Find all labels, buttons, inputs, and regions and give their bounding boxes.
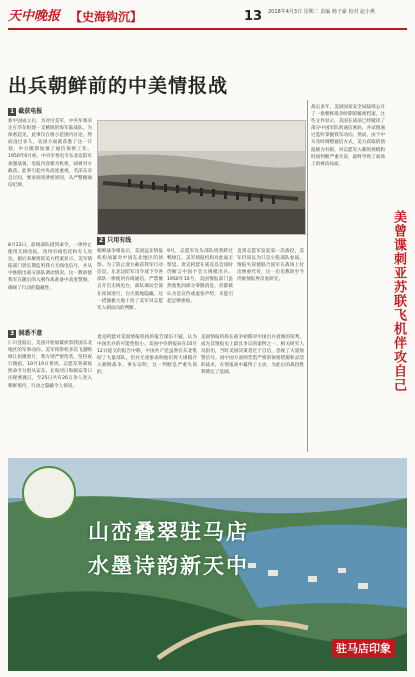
section-2-heading — [97, 237, 131, 245]
article-column-5: 麦克阿瑟对美国情报机构的报告深信不疑，认为中国出兵的可能性很小。美国中央情报局在10月12日提交的报告中称，中国共产党虽然在东北集结了大量部队，但并无迹象表明他们将大规模介入朝鲜战争。事实证明，这一判断是严重失误的。 — [97, 335, 197, 376]
ad-slogan-line-1: 山峦叠翠驻马店 — [88, 519, 249, 544]
article-column-3: 9月，志愿军先头部队悄然跨过鸭绿江，美军情报机构对此毫无察觉。麦克阿瑟在威克岛会谈时仍断言中国不会大规模出兵。1950年10月，美国情报部门虽然收集到部分零散消息，但都被认为是宣传或虚张声势，未能引起足够重视。 — [167, 249, 233, 304]
section-2-number: 2 — [99, 237, 104, 244]
article-column-7: 战后多年，美国国家安全局陆续公开了一批朝鲜战争时期的解密档案。这些文件显示，美国在战前已经破译了部分中国军队的通信密码，并试图通过监听掌握我军动向。然而，由于中方及时调整通信方式，美方获取的情报极为有限，对志愿军入朝的规模和时间判断严重失误，最终导致了战场上的被动局面。 — [311, 105, 385, 167]
page-headline: 出兵朝鲜前的中美情报战 — [8, 75, 229, 97]
article-column-1: 新中国成立后，为对付美军，中央军委决定在华东组建一支精锐的海军陆战队。为保密起见，此事仅在很小范围内讨论。然而没过多久，美国方面就获悉了这一计划，中方随即加强了通信保密工作。1950年6月初，中央军委电令东北边防军加强战备，电报内容极为机密，却被对方截获。此事引起中央高度重视，毛泽东亲自过问，要求彻查泄密原因，从严整顿通信纪律。 — [8, 119, 92, 188]
masthead-rule — [8, 28, 407, 30]
column-divider — [307, 100, 308, 452]
section-1-heading — [8, 108, 42, 116]
section-name: 【史海钩沉】 — [70, 10, 143, 24]
section-3-number: 3 — [10, 330, 15, 337]
article-photo — [97, 120, 306, 235]
article-column-6: 美国情报机构在战争初期对中国出兵意图的误判，成为其情报史上最具争议的案例之一。相关研究人员指出，当时美国决策者过于自信，忽视了大量预警信号。而中国方面则凭借严密的保密措施和灵活的战术，在情报战中赢得了主动，为此后的战役胜利奠定了基础。 — [201, 335, 304, 376]
section-1-number: 1 — [10, 108, 15, 115]
tourism-advertisement — [8, 458, 407, 671]
ad-slogan-line-2: 水墨诗韵新天中 — [88, 553, 249, 578]
sidebar-vertical-title: 美曾谍刺亚苏联飞机伴攻自己 — [391, 210, 406, 392]
page-number: 13 — [244, 9, 263, 24]
section-1-title: 截获电报 — [18, 108, 43, 115]
section-3-title: 洞悉不意 — [18, 330, 43, 337]
newspaper-brand: 天中晚报 — [8, 9, 61, 24]
article-column-2: 朝鲜战争爆发后，美国远东情报机构加紧对中国东北地区的侦察。为了防止敌方截获我军行动信息，东北边防军司令部下令各部队一律使用有线通信，严禁擅自开启无线电台，部队调动全部在夜间进行，白天就地隐蔽。这一措施极大地干扰了美军对志愿军入朝动向的判断。 — [97, 249, 163, 311]
article-column-4: 仁川登陆后，美国开始加紧侦察我国东北地区的军事动向。美军侦察机多次飞越鸭绿江拍摄照片，我方则严密伪装，坚持夜行晓宿。10月19日黄昏，志愿军各部按照命令分别从安东、长甸河口和辑安等口岸秘密渡江，至25日共有26万余人进入朝鲜境内，行动之隐蔽令人惊叹。 — [8, 341, 92, 389]
section-3-heading — [8, 330, 42, 338]
masthead — [8, 8, 407, 28]
section-2-title: 只用有线 — [107, 237, 132, 244]
ad-seal-logo — [22, 466, 76, 520]
dateline: 2018年4月3日 星期二 责编 杨子豪 校对 赵小燕 — [268, 9, 376, 15]
troops-crossing-river-photo — [98, 121, 305, 234]
article-column-1b: 8月23日，前线部队接到命令，一律停止使用无线电报，改用有线电话和专人送达。据后来解密的美方档案显示，美军情报部门曾长期监听我方无线电信号，并从中推断出部分部队调动情况。这一教训使我军在随后的入朝作战准备中高度警惕，确保了行动的隐蔽性。 — [8, 243, 92, 291]
ad-brand-logo: 驻马店印象 — [332, 639, 395, 657]
article-column-3b: 直到志愿军发起第一次战役，美军仍误以为只是小股部队参战。情报失误使联合国军在战场上付出惨重代价，这一历史教训至今仍被情报界反复研究。 — [237, 249, 304, 283]
